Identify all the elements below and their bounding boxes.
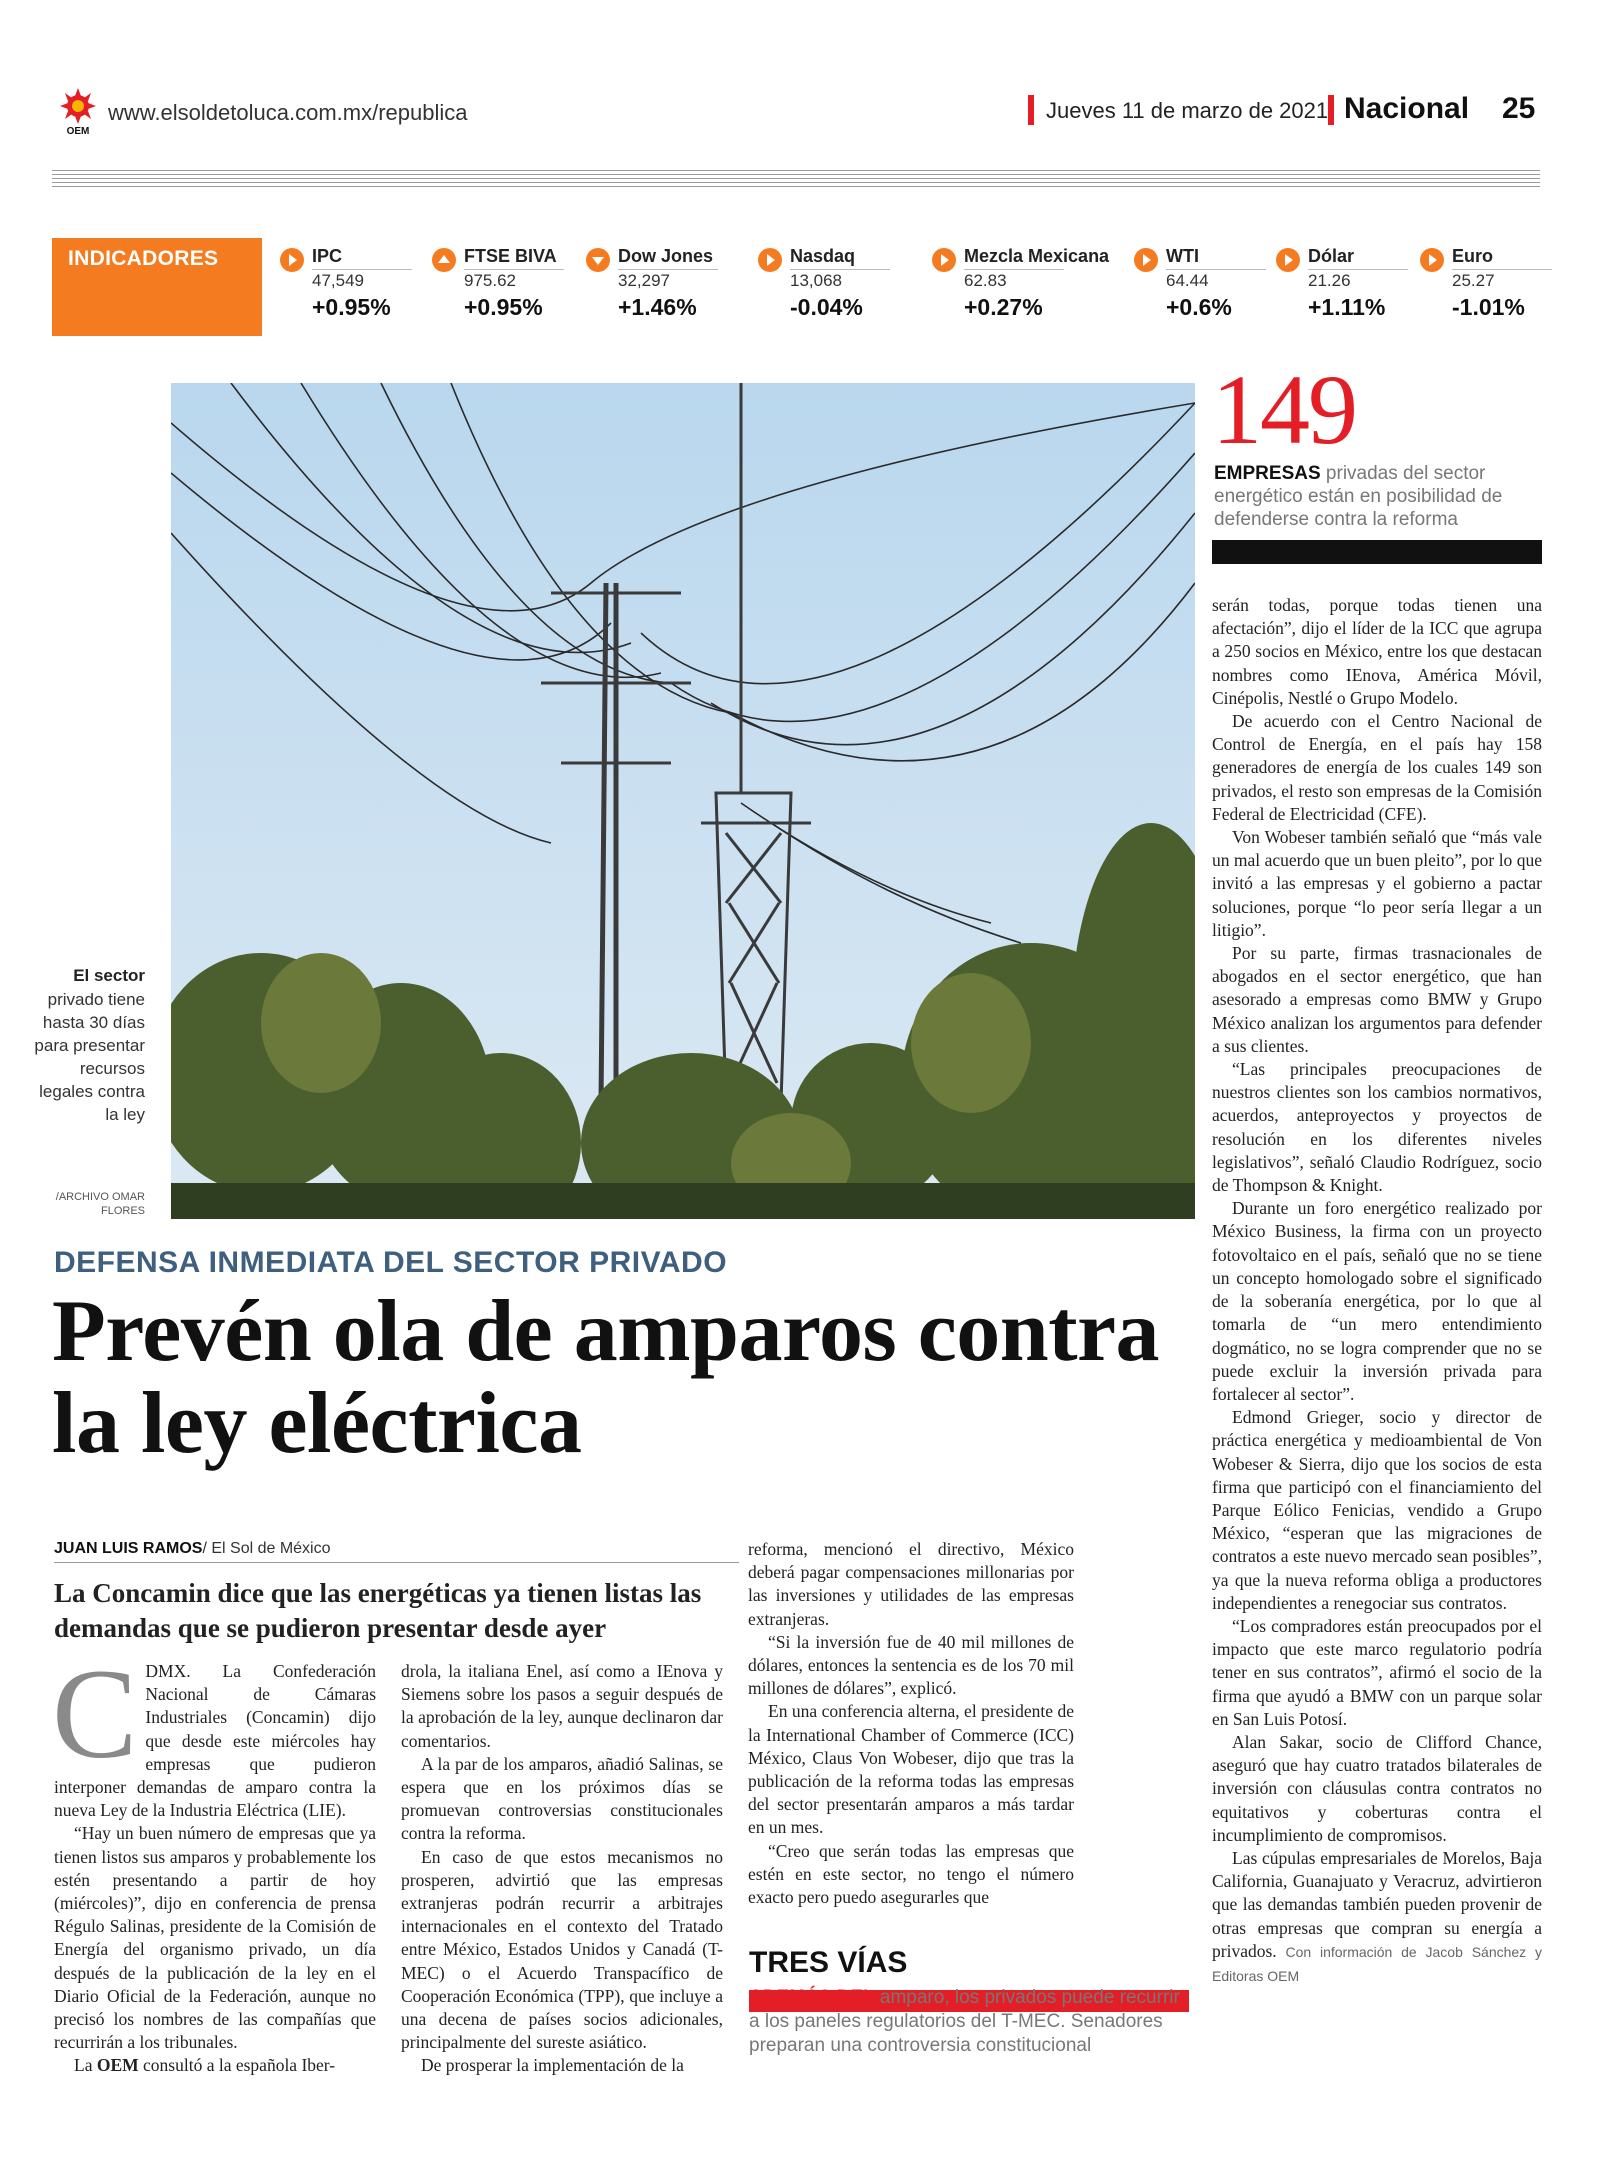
date-marker	[1028, 95, 1034, 125]
article-column-4	[1212, 594, 1542, 1988]
paragraph: En una conferencia alterna, el presidente de la International Chamber of Commerce (ICC) México, Claus Von Wobeser, dijo que tras la publicación de la reforma todas las empresas del sector presentarán amparos a más tardar en un mes.	[748, 1701, 1074, 1838]
paragraph: Von Wobeser también señaló que “más vale un mal acuerdo que un buen pleito”, por lo que invitó a las empresas y el gobierno a pactar soluciones, porque “lo peor sería llegar a un litigio”.	[1212, 827, 1542, 940]
indicator-change: +0.6%	[1166, 294, 1232, 320]
indicator-change: +0.27%	[964, 294, 1043, 320]
paragraph-text: DMX. La Confederación Nacional de Cámaras Industriales (Concamin) dijo que desde este miércoles hay empresas que pudieron interponer demandas de amparo contra la nueva Ley de la Industria Eléctrica (LIE).	[54, 1661, 376, 1821]
paragraph	[54, 2054, 376, 2077]
paragraph: En caso de que estos mecanismos no prosperen, advirtió que las empresas extranjeras podrán recurrir a arbitrajes internacionales en el contexto del Tratado entre México, Estados Unidos y Canadá (T-MEC) o el Acuerdo Transpacífico de Cooperación Económica (TPP), que incluye a una decena de países socios adicionales, principalmente del sureste asiático.	[401, 1846, 723, 2053]
photo-caption: privado tiene hasta 30 días para presentar recursos legales contra la ley	[34, 990, 145, 1124]
paragraph: De acuerdo con el Centro Nacional de Control de Energía, en el país hay 158 generadores de energía de los cuales 149 son privados, el resto son empresas de la Comisión Federal de Electricidad (CFE).	[1212, 711, 1542, 824]
arrow-down-icon	[586, 248, 610, 272]
indicator-value: 64.44	[1166, 269, 1266, 291]
page-number: 25	[1502, 92, 1536, 125]
indicator-value: 25.27	[1452, 269, 1552, 291]
indicator-value: 32,297	[618, 269, 718, 291]
header-divider	[52, 170, 1540, 188]
stat-description	[1214, 462, 1544, 531]
section-name: Nacional	[1344, 92, 1470, 125]
logo-text: OEM	[66, 126, 90, 136]
indicator-name: FTSE BIVA	[464, 246, 557, 266]
paragraph: Alan Sakar, socio de Clifford Chance, aseguró que hay cuatro tratados bilaterales de inversión con cláusulas contra contratos no equitativos y coberturas contra el incumplimiento de compromisos.	[1212, 1731, 1542, 1845]
byline-divider	[54, 1562, 739, 1563]
kicker: DEFENSA INMEDIATA DEL SECTOR PRIVADO	[54, 1246, 728, 1279]
indicator-value: 62.83	[964, 269, 1064, 291]
indicator-name: Nasdaq	[790, 246, 856, 266]
paragraph: A la par de los amparos, añadió Salinas, se espera que en los próximos días se promuevan controversias constitucionales contra la reforma.	[401, 1753, 723, 1844]
paragraph	[52, 1643, 376, 1822]
indicator-change: +0.95%	[464, 294, 543, 320]
paragraph: serán todas, porque todas tienen una afectación”, dijo el líder de la ICC que agrupa a 250 socios en México, entre los que destacan nombres como IEnova, América Móvil, Cinépolis, Nestlé o Grupo Modelo.	[1212, 595, 1542, 708]
paragraph: “Los compradores están preocupados por el impacto que este marco regulatorio podría tener en sus contratos”, afirmó el socio de la firma que ayudó a BMW con un parque solar en San Luis Potosí.	[1212, 1615, 1542, 1729]
indicator-value: 13,068	[790, 269, 890, 291]
arrow-right-icon	[932, 248, 956, 272]
arrow-right-icon	[758, 248, 782, 272]
article-column-3	[748, 1538, 1074, 1909]
arrow-right-icon	[1276, 248, 1300, 272]
indicator-change: -1.01%	[1452, 294, 1525, 320]
photo-caption-lead: El sector	[73, 966, 145, 985]
stat-number: 149	[1212, 354, 1356, 465]
arrow-right-icon	[1134, 248, 1158, 272]
oem-name: OEM	[96, 2055, 139, 2076]
indicator-value: 975.62	[464, 269, 564, 291]
photo-credit: /ARCHIVO OMAR FLORES	[55, 1191, 145, 1217]
paragraph: De prosperar la implementación de la	[421, 2055, 684, 2076]
tres-vias-lead: ADEMÁS DEL	[749, 1987, 875, 2008]
stat-lead: EMPRESAS	[1214, 463, 1321, 484]
article-column-2	[401, 1660, 723, 2078]
section-marker	[1328, 95, 1334, 125]
arrow-up-icon	[432, 248, 456, 272]
indicator-change: +0.95%	[312, 294, 391, 320]
tres-vias-title: TRES VÍAS	[749, 1946, 908, 1979]
headline: Prevén ola de amparos contra la ley eléctrica	[52, 1283, 1160, 1472]
dek: La Concamin dice que las energéticas ya tienen listas las demandas que se pudieron presentar desde ayer	[54, 1578, 702, 1643]
article-column-1	[52, 1643, 376, 2078]
byline-source: / El Sol de México	[202, 1540, 331, 1557]
indicator-name: Dólar	[1308, 246, 1355, 266]
tres-vias-body: amparo, los privados puede recurrir a los paneles regulatorios del T-MEC. Senadores preparan una controversia constitucional	[749, 1987, 1180, 2056]
indicator-value: 21.26	[1308, 269, 1408, 291]
paragraph-text: Las cúpulas empresariales de Morelos, Baja California, Guanajuato y Veracruz, advirtieron que las demandas también pueden provenir de otras empresas que compran su energía a privados.	[1212, 1847, 1542, 1961]
indicators-label: INDICADORES	[68, 247, 219, 270]
stat-divider	[1212, 540, 1542, 564]
indicator-name: Mezcla Mexicana	[964, 246, 1110, 266]
paragraph-text: consultó a la española Iber-	[138, 2055, 336, 2076]
indicator-change: +1.11%	[1308, 294, 1386, 320]
oem-sun-logo	[52, 84, 104, 136]
paragraph	[1212, 1847, 1542, 1988]
indicator-name: Euro	[1452, 246, 1494, 266]
info-credit: Con información de Jacob Sánchez y Editoras OEM	[1212, 1943, 1542, 1984]
site-url[interactable]: www.elsoldetoluca.com.mx/republica	[108, 100, 468, 125]
paragraph: “Hay un buen número de empresas que ya tienen listos sus amparos y probablemente los estén presentando a partir de hoy (miércoles)”, dijo en conferencia de prensa Régulo Salinas, presidente de la Comisión de Energía del organismo privado, un día después de la publicación de la ley en el Diario Oficial de la Federación, aunque no precisó los nombres de las compañías que recurrirán a los tribunales.	[54, 1823, 376, 2053]
power-lines-photo	[171, 383, 1195, 1219]
paragraph: drola, la italiana Enel, así como a IEnova y Siemens sobre los pasos a seguir después de la aprobación de la ley, aunque declinaron dar comentarios.	[401, 1661, 723, 1751]
issue-date: Jueves 11 de marzo de 2021	[1046, 98, 1329, 123]
paragraph: Edmond Grieger, socio y director de práctica energética y medioambiental de Von Wobeser & Sierra, dijo que los socios de esta firma que participó con el financiamiento del Parque Eólico Fenicias, vendido a Grupo México, “esperan que las migraciones de contratos a este nuevo mercado sean posibles”, ya que la nueva reforma obliga a productores independientes a renegociar sus contratos.	[1212, 1407, 1542, 1613]
indicator-change: -0.04%	[790, 294, 863, 320]
indicator-change: +1.46%	[618, 294, 697, 320]
indicator-name: WTI	[1166, 246, 1199, 266]
byline-author: JUAN LUIS RAMOS	[54, 1540, 203, 1557]
arrow-right-icon	[280, 248, 304, 272]
paragraph: Durante un foro energético realizado por México Business, la firma con un proyecto fotovoltaico en el país, señaló que no se tiene un concepto homologado sobre el significado de la soberanía energética, por lo que al tomarla de “un mero entendimiento dogmático, no se logra comprender que no se puede excluir la inversión privada para fortalecer al sector”.	[1212, 1198, 1542, 1404]
indicator-value: 47,549	[312, 269, 412, 291]
arrow-right-icon	[1420, 248, 1444, 272]
stat-text: privadas del sector energético están en posibilidad de defenderse contra la reforma	[1214, 463, 1503, 530]
indicator-name: Dow Jones	[618, 246, 714, 266]
byline	[54, 1540, 331, 1558]
paragraph: “Las principales preocupaciones de nuestros clientes son los cambios normativos, acuerdos, anteproyectos y proyectos de resolución en los diferentes niveles legislativos”, señaló Claudio Rodríguez, socio de Thompson & Knight.	[1212, 1059, 1542, 1196]
paragraph-text: La	[74, 2055, 97, 2076]
paragraph: “Si la inversión fue de 40 mil millones de dólares, entonces la sentencia es de los 70 mil millones de dólares”, explicó.	[748, 1631, 1074, 1699]
indicator-name: IPC	[312, 246, 343, 266]
paragraph: reforma, mencionó el directivo, México deberá pagar compensaciones millonarias por las inversiones y utilidades de las empresas extranjeras.	[748, 1539, 1074, 1629]
paragraph: “Creo que serán todas las empresas que estén en este sector, no tengo el número exacto pero puedo asegurarles que	[748, 1840, 1074, 1908]
drop-cap: C	[52, 1643, 138, 1785]
paragraph: Por su parte, firmas trasnacionales de abogados en el sector energético, que han asesorado a empresas como BMW y Grupo México analizan los argumentos para defender a sus clientes.	[1212, 943, 1542, 1056]
tres-vias-text	[749, 1986, 1189, 2058]
